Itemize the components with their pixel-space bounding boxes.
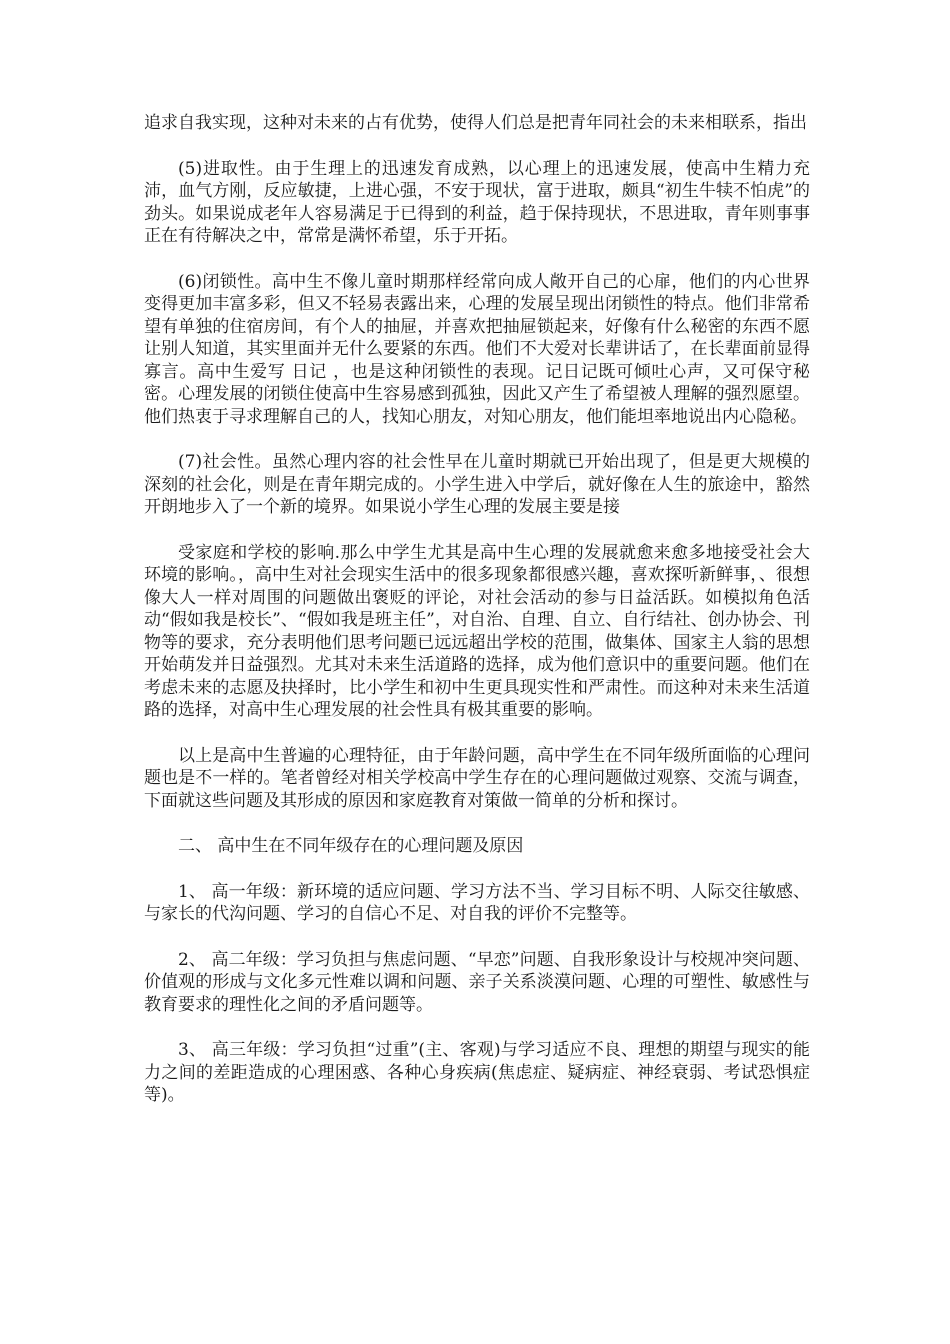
paragraph-summary: 以上是高中生普遍的心理特征，由于年龄问题，高中学生在不同年级所面临的心理问题也是不一样的。笔者曾经对相关学校高中学生存在的心理问题做过观察、交流与调查，下面就这些问题及其形成的原因和家庭教育对策做一简单的分析和探讨。 [144, 745, 810, 811]
paragraph-trait-6-closedness: (6)闭锁性。高中生不像儿童时期那样经常向成人敞开自己的心扉，他们的内心世界变得更加丰富多彩，但又不轻易表露出来，心理的发展呈现出闭锁性的特点。他们非常希望有单独的住宿房间，有个人的抽屉，并喜欢把抽屉锁起来，好像有什么秘密的东西不愿让别人知道，其实里面并无什么要紧的东西。他们不大爱对长辈讲话了，在长辈面前显得寡言。高中生爱写 日记 ，也是这种闭锁性的表现。记日记既可倾吐心声，又可保守秘密。心理发展的闭锁住使高中生容易感到孤独，因此又产生了希望被人理解的强烈愿望。他们热衷于寻求理解自己的人，找知心朋友，对知心朋友，他们能坦率地说出内心隐秘。 [144, 271, 810, 427]
list-item-grade-3: 3、 高三年级：学习负担“过重”(主、客观)与学习适应不良、理想的期望与现实的能力之间的差距造成的心理困惑、各种心身疾病(焦虑症、疑病症、神经衰弱、考试恐惧症等)。 [144, 1040, 810, 1105]
paragraph-trait-5-progressive: (5)进取性。由于生理上的迅速发育成熟，以心理上的迅速发展，使高中生精力充沛，血气方刚，反应敏捷，上进心强，不安于现状，富于进取，颇具“初生牛犊不怕虎”的劲头。如果说成老年人容易满足于已得到的利益，趋于保持现状，不思进取，青年则事事正在有待解决之中，常常是满怀希望，乐于开拓。 [144, 158, 810, 246]
paragraph-continuation: 追求自我实现，这种对未来的占有优势，使得人们总是把青年同社会的未来相联系，指出 [144, 113, 807, 133]
document-page [144, 112, 810, 1130]
list-item-grade-2: 2、 高二年级：学习负担与焦虑问题、“早恋”问题、自我形象设计与校规冲突问题、价值观的形成与文化多元性难以调和问题、亲子关系淡漠问题、心理的可塑性、敏感性与教育要求的理性化之间的矛盾问题等。 [144, 949, 810, 1015]
list-item-grade-1: 1、 高一年级：新环境的适应问题、学习方法不当、学习目标不明、人际交往敏感、与家长的代沟问题、学习的自信心不足、对自我的评价不完整等。 [144, 881, 810, 924]
paragraph-trait-7-sociality: (7)社会性。虽然心理内容的社会性早在儿童时期就已开始出现了，但是更大规模的深刻的社会化，则是在青年期完成的。小学生进入中学后，就好像在人生的旅途中，豁然开朗地步入了一个新的境界。如果说小学生心理的发展主要是接 [144, 452, 810, 517]
section-heading: 二、 高中生在不同年级存在的心理问题及原因 [178, 836, 524, 856]
paragraph-trait-7-continued: 受家庭和学校的影响.那么中学生尤其是高中生心理的发展就愈来愈多地接受社会大环境的影响。，高中生对社会现实生活中的很多现象都很感兴趣，喜欢探听新鲜事，、很想像大人一样对周围的问题做出褒贬的评论，对社会活动的参与日益活跃。如模拟角色活动“假如我是校长”、“假如我是班主任”，对自治、自理、自立、自行结社、创办协会、刊物等的要求，充分表明他们思考问题已远远超出学校的范围，做集体、国家主人翁的思想开始萌发并日益强烈。尤其对未来生活道路的选择，成为他们意识中的重要问题。他们在考虑未来的志愿及抉择时，比小学生和初中生更具现实性和严肃性。而这种对未来生活道路的选择，对高中生心理发展的社会性具有极其重要的影响。 [144, 542, 810, 720]
